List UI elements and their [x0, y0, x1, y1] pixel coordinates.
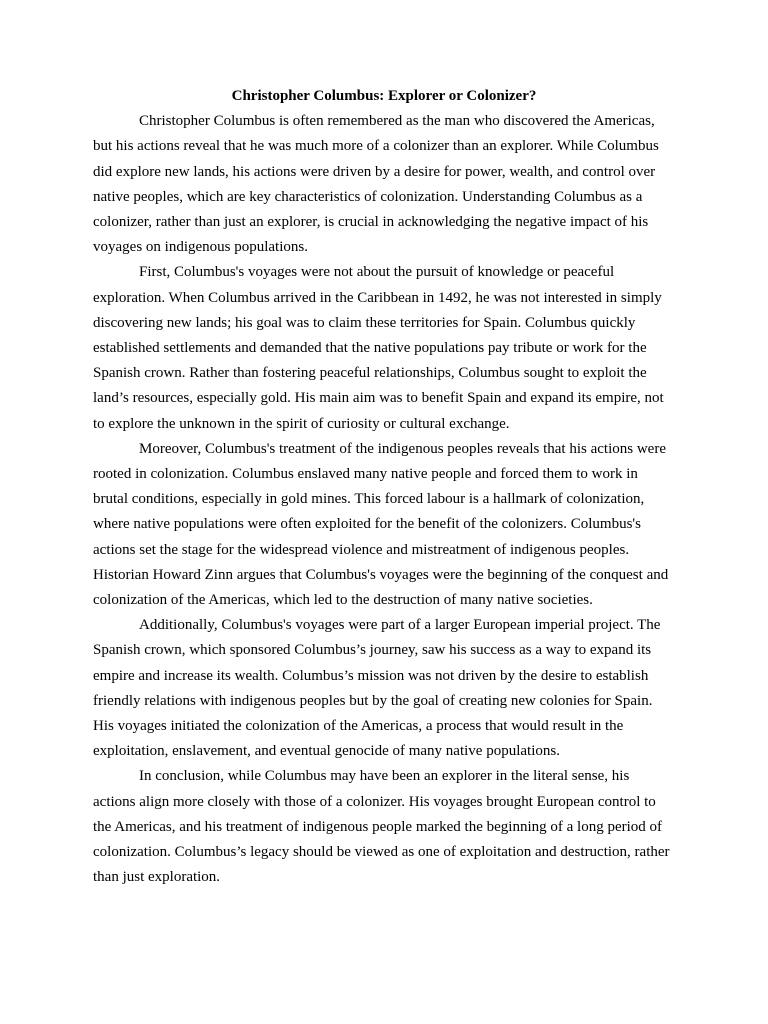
- paragraph-first-argument: First, Columbus's voyages were not about the pursuit of knowledge or peaceful exploration. When Columbus arrived in the Caribbean in 1492, he was not interested in simply discovering new lands; his goal was to claim these territories for Spain. Columbus quickly established settlements and demanded that the native populations pay tribute or work for the Spanish crown. Rather than fostering peaceful relationships, Columbus sought to exploit the land’s resources, especially gold. His main aim was to benefit Spain and expand its empire, not to explore the unknown in the spirit of curiosity or cultural exchange.: [93, 264, 664, 432]
- document-title: Christopher Columbus: Explorer or Colonizer?: [231, 88, 537, 104]
- paragraph-third-argument: Additionally, Columbus's voyages were part of a larger European imperial project. The Spanish crown, which sponsored Columbus’s journey, saw his success as a way to expand its empire and increase its wealth. Columbus’s mission was not driven by the desire to establish friendly relations with indigenous peoples but by the goal of creating new colonies for Spain. His voyages initiated the colonization of the Americas, a process that would result in the exploitation, enslavement, and eventual genocide of many native populations.: [93, 617, 661, 760]
- paragraph-conclusion: In conclusion, while Columbus may have been an explorer in the literal sense, his actions align more closely with those of a colonizer. His voyages brought European control to the Americas, and his treatment of indigenous people marked the beginning of a long period of colonization. Columbus’s legacy should be viewed as one of exploitation and destruction, rather than just exploration.: [93, 768, 670, 886]
- paragraph-second-argument: Moreover, Columbus's treatment of the indigenous peoples reveals that his actions were rooted in colonization. Columbus enslaved many native people and forced them to work in brutal conditions, especially in gold mines. This forced labour is a hallmark of colonization, where native populations were often exploited for the benefit of the colonizers. Columbus's actions set the stage for the widespread violence and mistreatment of indigenous peoples. Historian Howard Zinn argues that Columbus's voyages were the beginning of the conquest and colonization of the Americas, which led to the destruction of many native societies.: [93, 440, 669, 609]
- paragraph-introduction: Christopher Columbus is often remembered as the man who discovered the Americas, but his actions reveal that he was much more of a colonizer than an explorer. While Columbus did explore new lands, his actions were driven by a desire for power, wealth, and control over native peoples, which are key characteristics of colonization. Understanding Columbus as a colonizer, rather than just an explorer, is crucial in acknowledging the negative impact of his voyages on indigenous populations.: [93, 113, 659, 256]
- document-body: [93, 84, 675, 891]
